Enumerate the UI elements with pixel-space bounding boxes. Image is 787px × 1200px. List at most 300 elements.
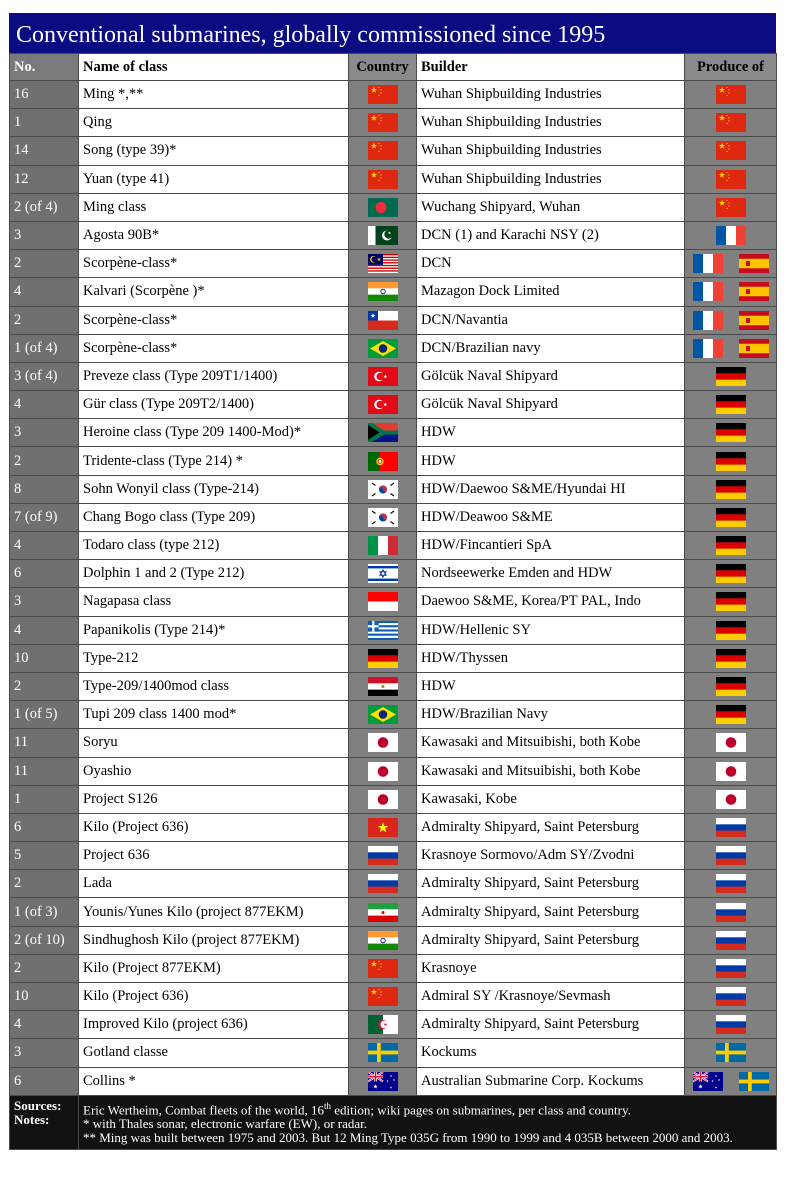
row-number: 6 <box>10 813 79 841</box>
builder: Krasnoye Sormovo/Adm SY/Zvodni <box>417 842 685 870</box>
country-cell <box>349 532 417 560</box>
germany-flag-icon <box>716 536 746 555</box>
produce-of-cell <box>685 362 777 390</box>
notes-labels <box>10 1095 79 1149</box>
class-name: Project S126 <box>79 785 349 813</box>
builder: Kawasaki and Mitsuibishi, both Kobe <box>417 729 685 757</box>
produce-of-cell <box>685 616 777 644</box>
produce-of-cell <box>685 813 777 841</box>
builder: Admiralty Shipyard, Saint Petersburg <box>417 926 685 954</box>
produce-of-cell <box>685 334 777 362</box>
sweden-flag-icon <box>368 1043 398 1062</box>
row-number: 1 (of 4) <box>10 334 79 362</box>
row-number: 2 <box>10 672 79 700</box>
vietnam-flag-icon <box>368 818 398 837</box>
builder: DCN/Navantia <box>417 306 685 334</box>
japan-flag-icon <box>716 762 746 781</box>
table-row <box>10 81 777 109</box>
header-produce: Produce of <box>685 54 777 81</box>
produce-of-cell <box>685 306 777 334</box>
germany-flag-icon <box>716 423 746 442</box>
south-africa-flag-icon <box>368 423 398 442</box>
builder: Kawasaki and Mitsuibishi, both Kobe <box>417 757 685 785</box>
table-container <box>9 13 776 1150</box>
class-name: Dolphin 1 and 2 (Type 212) <box>79 560 349 588</box>
table-row <box>10 644 777 672</box>
germany-flag-icon <box>716 592 746 611</box>
germany-flag-icon <box>716 452 746 471</box>
builder: HDW/Daewoo S&ME/Hyundai HI <box>417 475 685 503</box>
table-row <box>10 221 777 249</box>
class-name: Heroine class (Type 209 1400-Mod)* <box>79 419 349 447</box>
japan-flag-icon <box>368 733 398 752</box>
row-number: 4 <box>10 391 79 419</box>
country-cell <box>349 729 417 757</box>
table-row <box>10 588 777 616</box>
country-cell <box>349 475 417 503</box>
country-cell <box>349 560 417 588</box>
row-number: 1 <box>10 109 79 137</box>
russia-flag-icon <box>716 903 746 922</box>
class-name: Tridente-class (Type 214) * <box>79 447 349 475</box>
builder: HDW/Fincantieri SpA <box>417 532 685 560</box>
builder: Australian Submarine Corp. Kockums <box>417 1067 685 1095</box>
row-number: 7 (of 9) <box>10 503 79 531</box>
class-name: Improved Kilo (project 636) <box>79 1011 349 1039</box>
country-cell <box>349 362 417 390</box>
class-name: Qing <box>79 109 349 137</box>
produce-of-cell <box>685 1011 777 1039</box>
country-cell <box>349 672 417 700</box>
table-row <box>10 447 777 475</box>
class-name: Nagapasa class <box>79 588 349 616</box>
sources-pre: Eric Wertheim, Combat fleets of the world, 16 <box>83 1102 324 1118</box>
class-name: Gür class (Type 209T2/1400) <box>79 391 349 419</box>
notes-row <box>10 1095 777 1149</box>
builder: Wuhan Shipbuilding Industries <box>417 109 685 137</box>
class-name: Song (type 39)* <box>79 137 349 165</box>
country-cell <box>349 983 417 1011</box>
produce-of-cell <box>685 165 777 193</box>
country-cell <box>349 193 417 221</box>
produce-of-cell <box>685 954 777 982</box>
builder: Wuhan Shipbuilding Industries <box>417 165 685 193</box>
produce-of-cell <box>685 137 777 165</box>
produce-of-cell <box>685 109 777 137</box>
china-flag-icon <box>716 141 746 160</box>
row-number: 2 <box>10 870 79 898</box>
row-number: 2 (of 4) <box>10 193 79 221</box>
class-name: Sohn Wonyil class (Type-214) <box>79 475 349 503</box>
builder: DCN (1) and Karachi NSY (2) <box>417 221 685 249</box>
south-korea-flag-icon <box>368 508 398 527</box>
australia-flag-icon <box>693 1072 723 1091</box>
note-1: * with Thales sonar, electronic warfare (EW), or radar. <box>83 1116 368 1132</box>
builder: Admiralty Shipyard, Saint Petersburg <box>417 1011 685 1039</box>
sources-sup: th <box>323 1100 331 1111</box>
produce-of-cell <box>685 644 777 672</box>
builder: Gölcük Naval Shipyard <box>417 362 685 390</box>
spain-flag-icon <box>739 282 769 301</box>
sweden-flag-icon <box>739 1072 769 1091</box>
produce-of-cell <box>685 193 777 221</box>
builder: HDW <box>417 672 685 700</box>
class-name: Ming *,** <box>79 81 349 109</box>
france-flag-icon <box>693 254 723 273</box>
produce-of-cell <box>685 1039 777 1067</box>
row-number: 2 <box>10 250 79 278</box>
country-cell <box>349 616 417 644</box>
row-number: 10 <box>10 644 79 672</box>
country-cell <box>349 391 417 419</box>
row-number: 12 <box>10 165 79 193</box>
class-name: Kalvari (Scorpène )* <box>79 278 349 306</box>
produce-of-cell <box>685 250 777 278</box>
submarine-table <box>9 53 777 1150</box>
header-row <box>10 54 777 81</box>
builder: Gölcük Naval Shipyard <box>417 391 685 419</box>
country-cell <box>349 221 417 249</box>
russia-flag-icon <box>716 987 746 1006</box>
row-number: 4 <box>10 1011 79 1039</box>
class-name: Todaro class (type 212) <box>79 532 349 560</box>
pakistan-flag-icon <box>368 226 398 245</box>
produce-of-cell <box>685 757 777 785</box>
spain-flag-icon <box>739 339 769 358</box>
produce-of-cell <box>685 870 777 898</box>
sources-post: edition; wiki pages on submarines, per class and country. <box>330 1102 631 1118</box>
china-flag-icon <box>368 141 398 160</box>
japan-flag-icon <box>368 790 398 809</box>
class-name: Papanikolis (Type 214)* <box>79 616 349 644</box>
table-row <box>10 757 777 785</box>
row-number: 14 <box>10 137 79 165</box>
china-flag-icon <box>368 987 398 1006</box>
table-row <box>10 954 777 982</box>
table-row <box>10 898 777 926</box>
table-row <box>10 983 777 1011</box>
produce-of-cell <box>685 475 777 503</box>
class-name: Project 636 <box>79 842 349 870</box>
row-number: 10 <box>10 983 79 1011</box>
row-number: 2 (of 10) <box>10 926 79 954</box>
table-row <box>10 334 777 362</box>
class-name: Yuan (type 41) <box>79 165 349 193</box>
builder: Admiralty Shipyard, Saint Petersburg <box>417 813 685 841</box>
russia-flag-icon <box>716 874 746 893</box>
country-cell <box>349 419 417 447</box>
germany-flag-icon <box>716 621 746 640</box>
class-name: Tupi 209 class 1400 mod* <box>79 701 349 729</box>
country-cell <box>349 898 417 926</box>
egypt-flag-icon <box>368 677 398 696</box>
sources-text <box>83 1099 772 1117</box>
table-row <box>10 729 777 757</box>
table-row <box>10 1039 777 1067</box>
row-number: 3 <box>10 419 79 447</box>
class-name: Sindhughosh Kilo (project 877EKM) <box>79 926 349 954</box>
russia-flag-icon <box>716 846 746 865</box>
produce-of-cell <box>685 560 777 588</box>
table-row <box>10 616 777 644</box>
country-cell <box>349 644 417 672</box>
table-body <box>10 81 777 1096</box>
row-number: 1 <box>10 785 79 813</box>
row-number: 16 <box>10 81 79 109</box>
china-flag-icon <box>716 170 746 189</box>
class-name: Oyashio <box>79 757 349 785</box>
country-cell <box>349 306 417 334</box>
row-number: 2 <box>10 447 79 475</box>
germany-flag-icon <box>716 677 746 696</box>
germany-flag-icon <box>716 367 746 386</box>
spain-flag-icon <box>739 254 769 273</box>
table-row <box>10 306 777 334</box>
table-row <box>10 672 777 700</box>
builder: HDW/Thyssen <box>417 644 685 672</box>
row-number: 3 <box>10 1039 79 1067</box>
china-flag-icon <box>368 170 398 189</box>
spain-flag-icon <box>739 311 769 330</box>
produce-of-cell <box>685 532 777 560</box>
turkey-flag-icon <box>368 367 398 386</box>
table-row <box>10 813 777 841</box>
brazil-flag-icon <box>368 339 398 358</box>
table-row <box>10 785 777 813</box>
table-row <box>10 870 777 898</box>
country-cell <box>349 870 417 898</box>
table-row <box>10 362 777 390</box>
row-number: 8 <box>10 475 79 503</box>
produce-of-cell <box>685 672 777 700</box>
produce-of-cell <box>685 898 777 926</box>
class-name: Ming class <box>79 193 349 221</box>
row-number: 3 <box>10 588 79 616</box>
sources-label: Sources: <box>14 1097 62 1113</box>
china-flag-icon <box>716 113 746 132</box>
notes-label: Notes: <box>14 1111 50 1127</box>
japan-flag-icon <box>716 790 746 809</box>
russia-flag-icon <box>368 874 398 893</box>
country-cell <box>349 701 417 729</box>
table-row <box>10 419 777 447</box>
table-row <box>10 842 777 870</box>
row-number: 1 (of 5) <box>10 701 79 729</box>
produce-of-cell <box>685 1067 777 1095</box>
builder: HDW <box>417 447 685 475</box>
country-cell <box>349 81 417 109</box>
row-number: 3 <box>10 221 79 249</box>
table-row <box>10 475 777 503</box>
class-name: Younis/Yunes Kilo (project 877EKM) <box>79 898 349 926</box>
bangladesh-flag-icon <box>368 198 398 217</box>
row-number: 11 <box>10 757 79 785</box>
china-flag-icon <box>716 198 746 217</box>
table-row <box>10 1011 777 1039</box>
builder: DCN <box>417 250 685 278</box>
produce-of-cell <box>685 701 777 729</box>
country-cell <box>349 278 417 306</box>
table-row <box>10 532 777 560</box>
row-number: 2 <box>10 306 79 334</box>
produce-of-cell <box>685 391 777 419</box>
table-row <box>10 109 777 137</box>
russia-flag-icon <box>368 846 398 865</box>
france-flag-icon <box>693 339 723 358</box>
germany-flag-icon <box>368 649 398 668</box>
produce-of-cell <box>685 983 777 1011</box>
france-flag-icon <box>716 226 746 245</box>
class-name: Scorpène-class* <box>79 250 349 278</box>
builder: Admiralty Shipyard, Saint Petersburg <box>417 898 685 926</box>
header-name: Name of class <box>79 54 349 81</box>
table-row <box>10 278 777 306</box>
row-number: 6 <box>10 1067 79 1095</box>
turkey-flag-icon <box>368 395 398 414</box>
produce-of-cell <box>685 926 777 954</box>
class-name: Scorpène-class* <box>79 334 349 362</box>
germany-flag-icon <box>716 395 746 414</box>
china-flag-icon <box>368 85 398 104</box>
builder: Wuhan Shipbuilding Industries <box>417 137 685 165</box>
japan-flag-icon <box>368 762 398 781</box>
produce-of-cell <box>685 81 777 109</box>
table-row <box>10 503 777 531</box>
builder: HDW/Hellenic SY <box>417 616 685 644</box>
germany-flag-icon <box>716 705 746 724</box>
produce-of-cell <box>685 588 777 616</box>
russia-flag-icon <box>716 959 746 978</box>
germany-flag-icon <box>716 649 746 668</box>
country-cell <box>349 109 417 137</box>
table-title: Conventional submarines, globally commissioned since 1995 <box>9 13 776 53</box>
builder: Kawasaki, Kobe <box>417 785 685 813</box>
russia-flag-icon <box>716 1015 746 1034</box>
country-cell <box>349 1039 417 1067</box>
russia-flag-icon <box>716 818 746 837</box>
france-flag-icon <box>693 282 723 301</box>
class-name: Lada <box>79 870 349 898</box>
country-cell <box>349 1067 417 1095</box>
builder: Daewoo S&ME, Korea/PT PAL, Indo <box>417 588 685 616</box>
country-cell <box>349 926 417 954</box>
builder: HDW/Brazilian Navy <box>417 701 685 729</box>
india-flag-icon <box>368 931 398 950</box>
country-cell <box>349 447 417 475</box>
row-number: 4 <box>10 278 79 306</box>
builder: HDW/Deawoo S&ME <box>417 503 685 531</box>
row-number: 4 <box>10 616 79 644</box>
australia-flag-icon <box>368 1072 398 1091</box>
row-number: 5 <box>10 842 79 870</box>
table-row <box>10 391 777 419</box>
builder: DCN/Brazilian navy <box>417 334 685 362</box>
header-builder: Builder <box>417 54 685 81</box>
builder: Wuchang Shipyard, Wuhan <box>417 193 685 221</box>
italy-flag-icon <box>368 536 398 555</box>
class-name: Type-209/1400mod class <box>79 672 349 700</box>
table-row <box>10 701 777 729</box>
country-cell <box>349 1011 417 1039</box>
builder: Admiral SY /Krasnoye/Sevmash <box>417 983 685 1011</box>
row-number: 11 <box>10 729 79 757</box>
notes-text <box>79 1095 777 1149</box>
israel-flag-icon <box>368 564 398 583</box>
france-flag-icon <box>693 311 723 330</box>
country-cell <box>349 250 417 278</box>
country-cell <box>349 165 417 193</box>
country-cell <box>349 334 417 362</box>
class-name: Chang Bogo class (Type 209) <box>79 503 349 531</box>
south-korea-flag-icon <box>368 480 398 499</box>
japan-flag-icon <box>716 733 746 752</box>
class-name: Kilo (Project 636) <box>79 813 349 841</box>
produce-of-cell <box>685 503 777 531</box>
produce-of-cell <box>685 447 777 475</box>
germany-flag-icon <box>716 564 746 583</box>
produce-of-cell <box>685 842 777 870</box>
class-name: Kilo (Project 877EKM) <box>79 954 349 982</box>
russia-flag-icon <box>716 931 746 950</box>
country-cell <box>349 757 417 785</box>
country-cell <box>349 785 417 813</box>
iran-flag-icon <box>368 903 398 922</box>
portugal-flag-icon <box>368 452 398 471</box>
country-cell <box>349 137 417 165</box>
country-cell <box>349 842 417 870</box>
sweden-flag-icon <box>716 1043 746 1062</box>
greece-flag-icon <box>368 621 398 640</box>
class-name: Soryu <box>79 729 349 757</box>
country-cell <box>349 813 417 841</box>
class-name: Preveze class (Type 209T1/1400) <box>79 362 349 390</box>
country-cell <box>349 503 417 531</box>
builder: Nordseewerke Emden and HDW <box>417 560 685 588</box>
brazil-flag-icon <box>368 705 398 724</box>
table-row <box>10 193 777 221</box>
row-number: 2 <box>10 954 79 982</box>
note-2: ** Ming was built between 1975 and 2003. But 12 Ming Type 035G from 1990 to 1999 and 4 035B between 2000 and 2003. <box>83 1130 733 1146</box>
table-row <box>10 926 777 954</box>
header-no: No. <box>10 54 79 81</box>
china-flag-icon <box>368 959 398 978</box>
class-name: Agosta 90B* <box>79 221 349 249</box>
produce-of-cell <box>685 221 777 249</box>
chile-flag-icon <box>368 311 398 330</box>
algeria-flag-icon <box>368 1015 398 1034</box>
table-row <box>10 560 777 588</box>
produce-of-cell <box>685 419 777 447</box>
row-number: 4 <box>10 532 79 560</box>
header-country: Country <box>349 54 417 81</box>
row-number: 3 (of 4) <box>10 362 79 390</box>
table-row <box>10 137 777 165</box>
class-name: Kilo (Project 636) <box>79 983 349 1011</box>
produce-of-cell <box>685 278 777 306</box>
class-name: Type-212 <box>79 644 349 672</box>
builder: HDW <box>417 419 685 447</box>
row-number: 6 <box>10 560 79 588</box>
builder: Admiralty Shipyard, Saint Petersburg <box>417 870 685 898</box>
china-flag-icon <box>716 85 746 104</box>
malaysia-flag-icon <box>368 254 398 273</box>
china-flag-icon <box>368 113 398 132</box>
germany-flag-icon <box>716 480 746 499</box>
class-name: Scorpène-class* <box>79 306 349 334</box>
builder: Wuhan Shipbuilding Industries <box>417 81 685 109</box>
builder: Kockums <box>417 1039 685 1067</box>
class-name: Collins * <box>79 1067 349 1095</box>
